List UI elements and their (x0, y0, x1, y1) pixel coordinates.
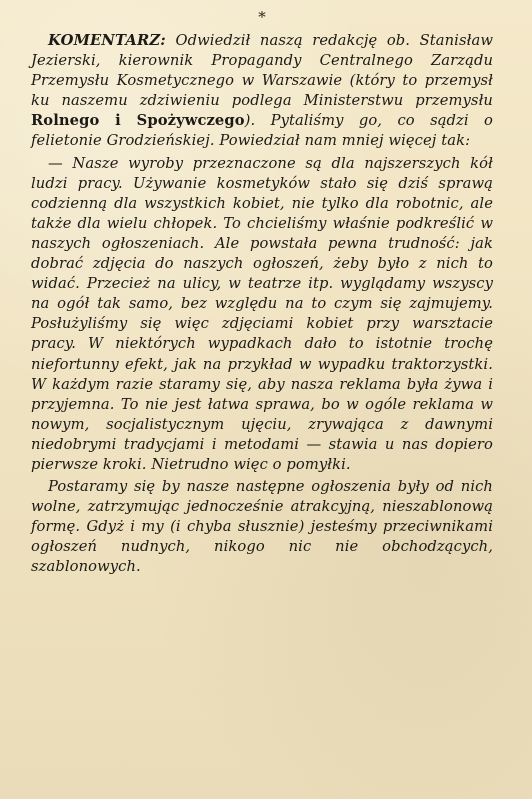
asterisk-ornament: * (258, 8, 266, 26)
quoted-response-paragraph: — Nasze wyroby przeznaczone są dla najszerszych kół ludzi pracy. Używanie kosmetyków stało się dziś sprawą codzienną dla wszystkich kobiet, nie tylko dla robotnic, ale także dla wielu chłopek. To chcieliśmy właśnie podkreślić w naszych ogłoszeniach. Ale powstała pewna trudność: jak dobrać zdjęcia do naszych ogłoszeń, żeby było z nich to widać. Przecież na ulicy, w teatrze itp. wyglądamy wszyscy na ogół tak samo, bez względu na to czym się zajmujemy. Posłużyliśmy się więc zdjęciami kobiet przy warsztacie pracy. W niektórych wypadkach dało to istotnie trochę niefortunny efekt, jak na przykład w wypadku traktorzystki. W każdym razie staramy się, aby nasza reklama była żywa i przyjemna. To nie jest łatwa sprawa, bo w ogóle reklama w nowym, socjalistycznym ujęciu, zrywająca z dawnymi niedobrymi tradycjami i metodami — stawia u nas dopiero pierwsze kroki. Nietrudno więc o pomyłki. (31, 154, 493, 473)
comment-intro-paragraph (31, 31, 493, 152)
comment-label: KOMENTARZ: (48, 32, 166, 49)
closing-paragraph: Postaramy się by nasze następne ogłoszenia były od nich wolne, zatrzymując jednocześnie atrakcyjną, nieszablonową formę. Gdyż i my (i chyba słusznie) jesteśmy przeciwnikami ogłoszeń nudnych, nikogo nic nie obchodzących, szablonowych. (31, 478, 493, 576)
intro-text-part-1: Odwiedził naszą redakcję ob. Stanisław Jezierski, kierownik Propagandy Centralnego Zarządu Przemysłu Kosmetycznego w Warszawie (który to przemysł ku naszemu zdziwieniu podlega Ministerstwu przemysłu (31, 32, 493, 110)
intro-text-part-2: ). Pytaliśmy go, co sądzi o felietonie Grodzieńskiej. Powiedział nam mniej więcej tak: (31, 112, 493, 150)
ministry-bold-text: Rolnego i Spożywczego (31, 112, 245, 130)
comment-article (31, 8, 493, 578)
